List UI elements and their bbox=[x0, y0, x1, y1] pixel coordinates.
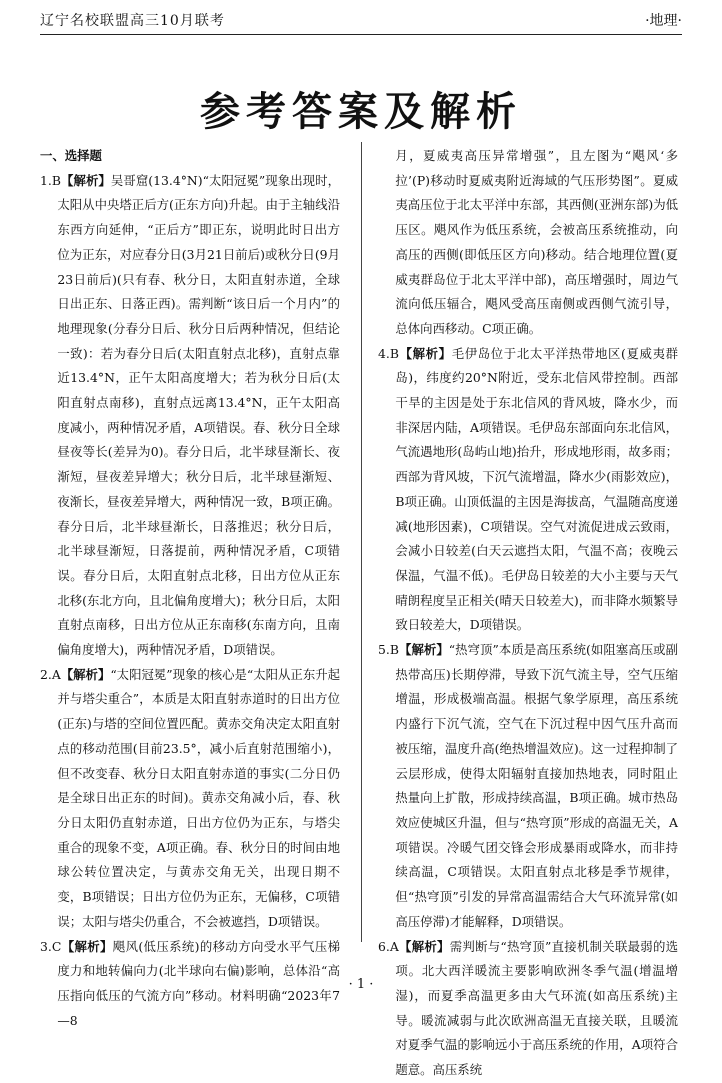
answer-item-6: 6.A【解析】需判断与“热穹顶”直接机制关联最弱的选项。北大西洋暖流主要影响欧洲冬季气温(增温增湿)，而夏季高温更多由大气环流(如高压系统)主导。暖流减弱与此次欧洲高温无直接关联，且暖流对夏季气温的影响远小于高压系统的作用，A项符合题意。高压系统 bbox=[378, 938, 679, 1078]
column-divider bbox=[361, 142, 362, 942]
answer-item-2: 2.A【解析】“太阳冠冕”现象的核心是“太阳从正东升起并与塔尖重合”，本质是太阳直射赤道时的日出方位(正东)与塔的空间位置匹配。黄赤交角决定太阳直射点的移动范围(目前23.5°，减小后直射范围缩小)，但不改变春、秋分日太阳直射赤道的事实(二分日仍是全球日出正东的时间)。黄赤交角减小后，春、秋分日太阳仍直射赤道，日出方位仍为正东，与塔尖重合的现象不变，A项正确。春、秋分日的时间由地球公转位置决定，与黄赤交角无关，出现日期不变，B项错误；日出方位仍为正东，无偏移，C项错误；太阳与塔尖仍重合，不会被遮挡，D项错误。 bbox=[40, 666, 340, 929]
left-column bbox=[40, 144, 340, 1033]
answer-item-3: 3.C【解析】飓风(低压系统)的移动方向受水平气压梯度力和地转偏向力(北半球向右偏)影响，总体沿“高压指向低压的气流方向”移动。材料明确“2023年7—8 bbox=[40, 938, 341, 1028]
subject-label: ·地理· bbox=[645, 13, 682, 29]
answer-item-1: 1.B【解析】吴哥窟(13.4°N)“太阳冠冕”现象出现时，太阳从中央塔正后方(正东方向)升起。由于主轴线沿东西方向延伸，“正后方”即正东，说明此时日出方位为正东，对应春分日(3月21日前后)或秋分日(9月23日前后)(只有春、秋分日，太阳直射赤道，全球日出正东、日落正西)。需判断“该日后一个月内”的地理现象(分春分日后、秋分日后两种情况，但结论一致)：若为春分日后(太阳直射点北移)，直射点靠近13.4°N，正午太阳高度增大；若为秋分日后(太阳直射点南移)，直射点远离13.4°N，正午太阳高度减小，两种情况矛盾，A项错误。春、秋分日全球昼夜等长(差异为0)。春分日后，北半球昼渐长、夜渐短，昼夜差异增大；秋分日后，北半球昼渐短、夜渐长，昼夜差异增大，两种情况一致，B项正确。春分日后，北半球昼渐长，日落推迟；秋分日后，北半球昼渐短，日落提前，两种情况矛盾，C项错误。春分日后，太阳直射点北移，日出方位从正东北移(东北方向，且北偏角度增大)；秋分日后，太阳直射点南移，日出方位从正东南移(东南方向，且南偏角度增大)，两种情况矛盾，D项错误。 bbox=[40, 172, 341, 658]
page-header bbox=[40, 6, 682, 32]
exam-name: 辽宁名校联盟高三10月联考 bbox=[40, 13, 225, 29]
answer-item-5: 5.B【解析】“热穹顶”本质是高压系统(如阻塞高压或副热带高压)长期停滞，导致下沉气流主导，空气压缩增温，形成极端高温。根据气象学原理，高压系统内盛行下沉气流，空气在下沉过程中因气压升高而被压缩，温度升高(绝热增温效应)。这一过程抑制了云层形成，使得太阳辐射直接加热地表，同时阻止热量向上扩散，形成持续高温，B项正确。城市热岛效应使城区升温，但与“热穹顶”形成的高温无关，A项错误。冷暖气团交锋会形成暴雨或降水，而非持续高温，C项错误。太阳直射点北移是季节规律，但“热穹顶”引发的异常高温需结合大气环流异常(如高压停滞)才能解释，D项错误。 bbox=[378, 642, 678, 929]
section-heading: 一、选择题 bbox=[40, 148, 102, 163]
page-title: 参考答案及解析 bbox=[200, 89, 522, 135]
answer-item-3-continued: 月，夏威夷高压异常增强”，且左图为“飓风‘多拉’(P)移动时夏威夷附近海域的气压形势图”。夏威夷高压位于北太平洋中东部，其西侧(亚洲东部)为低压区。飓风作为低压系统，会被高压系统推动，向高压的西侧(即低压区方向)移动。结合地理位置(夏威夷群岛位于北太平洋中部)，高压增强时，周边气流向低压辐合，飓风受高压南侧或西侧气流引导，总体向西移动。C项正确。 bbox=[395, 148, 678, 336]
page-number: · 1 · bbox=[348, 977, 374, 992]
right-column bbox=[378, 144, 678, 1083]
answer-item-4: 4.B【解析】毛伊岛位于北太平洋热带地区(夏威夷群岛)，纬度约20°N附近，受东北信风带控制。西部干旱的主因是处于东北信风的背风坡，降水少，而非深居内陆，A项错误。毛伊岛东部面向东北信风，气流遇地形(岛屿山地)抬升，形成地形雨，故多雨；西部为背风坡，下沉气流增温，降水少(雨影效应)，B项正确。山顶低温的主因是海拔高，气温随高度递减(地形因素)，C项错误。空气对流促进成云致雨，会减小日较差(白天云遮挡太阳，气温不高；夜晚云保温，气温不低)。毛伊岛日较差的大小主要与天气晴朗程度呈正相关(晴天日较差大)，而非降水频繁导致日较差大，D项错误。 bbox=[378, 345, 678, 633]
header-rule bbox=[40, 34, 682, 35]
